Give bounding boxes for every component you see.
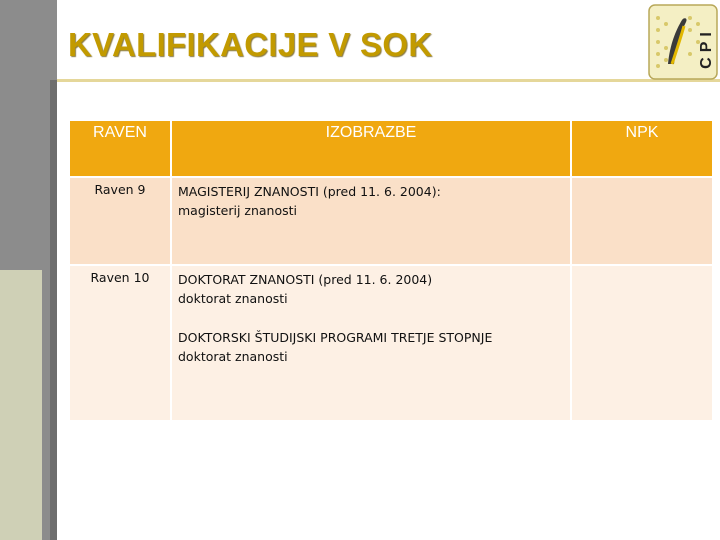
header-level: RAVEN	[70, 121, 171, 177]
level-cell: Raven 10	[70, 265, 171, 420]
education-line: MAGISTERIJ ZNANOSTI (pred 11. 6. 2004):	[178, 184, 441, 199]
education-cell	[171, 265, 571, 420]
left-decor-panel	[0, 270, 42, 540]
table-row	[70, 177, 712, 265]
table-row	[70, 265, 712, 420]
header-npk: NPK	[571, 121, 712, 177]
level-cell: Raven 9	[70, 177, 171, 265]
header-education: IZOBRAZBE	[171, 121, 571, 177]
education-line: doktorat znanosti	[178, 291, 288, 306]
qualifications-table	[70, 121, 712, 420]
education-line: magisterij znanosti	[178, 203, 298, 218]
cpi-logo-icon	[648, 4, 718, 80]
npk-cell	[571, 265, 712, 420]
education-line: doktorat znanosti	[178, 349, 288, 364]
npk-cell	[571, 177, 712, 265]
page-title: KVALIFIKACIJE V SOK	[68, 26, 433, 63]
education-cell	[171, 177, 571, 265]
left-decor-shadow	[50, 80, 57, 540]
table-header-row	[70, 121, 712, 177]
svg-text:CPI: CPI	[698, 27, 715, 69]
education-line: DOKTORSKI ŠTUDIJSKI PROGRAMI TRETJE STOPNJE	[178, 330, 493, 345]
title-divider	[57, 79, 720, 82]
education-line: DOKTORAT ZNANOSTI (pred 11. 6. 2004)	[178, 272, 433, 287]
